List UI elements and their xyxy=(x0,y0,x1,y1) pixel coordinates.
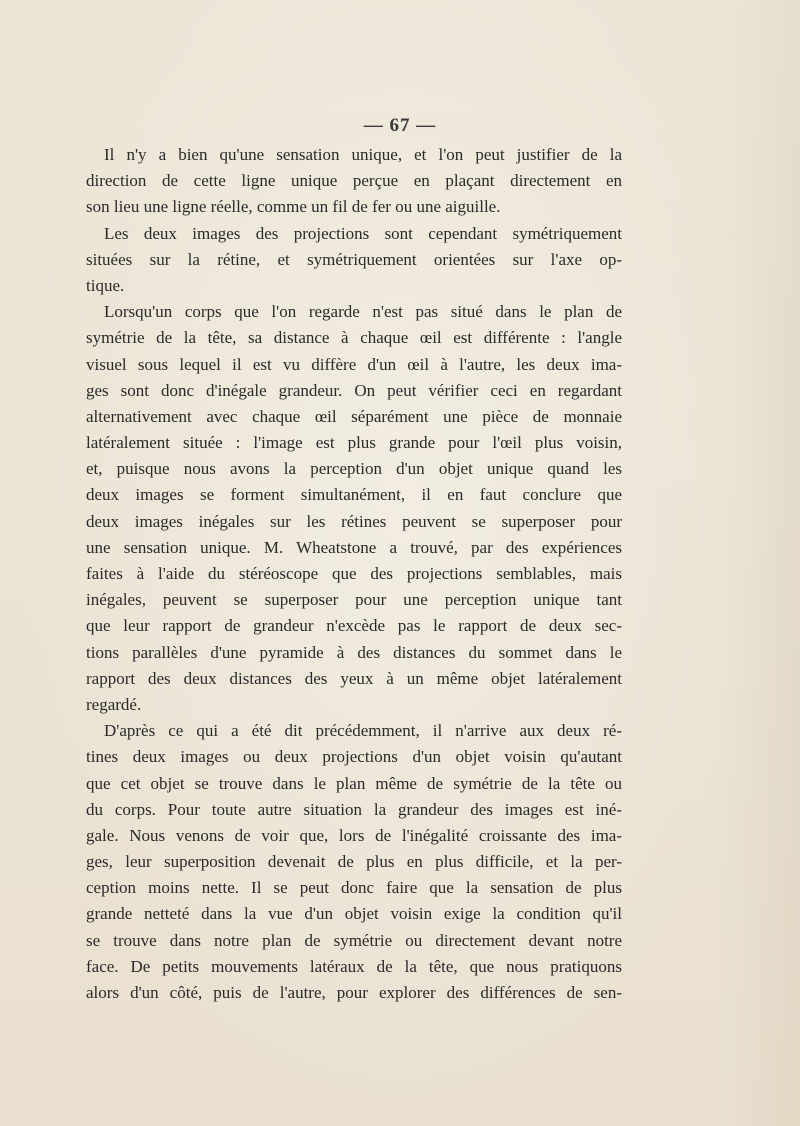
text-line: inégales, peuvent se superposer pour une perception unique tant xyxy=(86,590,622,610)
text-line: que cet objet se trouve dans le plan même de symétrie de la tête ou xyxy=(86,773,622,793)
text-line: et, puisque nous avons la perception d'un objet unique quand les xyxy=(86,459,622,479)
text-line: du corps. Pour toute autre situation la grandeur des images est iné- xyxy=(86,799,622,819)
text-line: Les deux images des projections sont cependant symétriquement xyxy=(104,223,622,243)
text-line: se trouve dans notre plan de symétrie ou directement devant notre xyxy=(86,930,622,950)
text-line: situées sur la rétine, et symétriquement orientées sur l'axe op- xyxy=(86,249,622,269)
text-line: rapport des deux distances des yeux à un même objet latéralement xyxy=(86,668,622,688)
text-line: Lorsqu'un corps que l'on regarde n'est pas situé dans le plan de xyxy=(104,302,622,322)
text-line: face. De petits mouvements latéraux de la tête, que nous pratiquons xyxy=(86,956,622,976)
text-line: alors d'un côté, puis de l'autre, pour explorer des différences de sen- xyxy=(86,983,622,1002)
text-line: deux images inégales sur les rétines peuvent se superposer pour xyxy=(86,511,622,531)
text-line: regardé. xyxy=(86,694,142,714)
text-line: visuel sous lequel il est vu diffère d'un œil à l'autre, les deux ima- xyxy=(86,354,622,374)
text-line: deux images se forment simultanément, il en faut conclure que xyxy=(86,485,622,505)
text-line: grande netteté dans la vue d'un objet voisin exige la condition qu'il xyxy=(86,904,622,924)
text-line: tique. xyxy=(86,275,125,295)
text-line: que leur rapport de grandeur n'excède pas le rapport de deux sec- xyxy=(86,616,622,636)
text-line: ges sont donc d'inégale grandeur. On peut vérifier ceci en regardant xyxy=(86,380,622,400)
text-line: symétrie de la tête, sa distance à chaque œil est différente : l'angle xyxy=(86,328,622,348)
page-number: — 67 — xyxy=(363,115,437,136)
text-line: tions parallèles d'une pyramide à des distances du sommet dans le xyxy=(86,642,622,662)
text-line: son lieu une ligne réelle, comme un fil de fer ou une aiguille. xyxy=(86,197,501,217)
text-line: Il n'y a bien qu'une sensation unique, et l'on peut justifier de la xyxy=(104,145,622,164)
text-line: ges, leur superposition devenait de plus en plus difficile, et la per- xyxy=(86,852,622,872)
text-line: tines deux images ou deux projections d'un objet voisin qu'autant xyxy=(86,747,622,767)
text-line: alternativement avec chaque œil séparément une pièce de monnaie xyxy=(86,406,622,426)
text-line: une sensation unique. M. Wheatstone a trouvé, par des expériences xyxy=(86,537,622,557)
body-text xyxy=(86,142,622,1006)
text-line: direction de cette ligne unique perçue en plaçant directement en xyxy=(86,171,622,191)
text-line: latéralement située : l'image est plus grande pour l'œil plus voisin, xyxy=(86,433,622,453)
text-line: faites à l'aide du stéréoscope que des projections semblables, mais xyxy=(86,564,622,583)
page-edge-shading xyxy=(720,0,800,1126)
text-line: ception moins nette. Il se peut donc faire que la sensation de plus xyxy=(86,878,622,898)
text-line: gale. Nous venons de voir que, lors de l'inégalité croissante des ima- xyxy=(86,825,622,845)
text-line: D'après ce qui a été dit précédemment, il n'arrive aux deux ré- xyxy=(104,721,622,741)
